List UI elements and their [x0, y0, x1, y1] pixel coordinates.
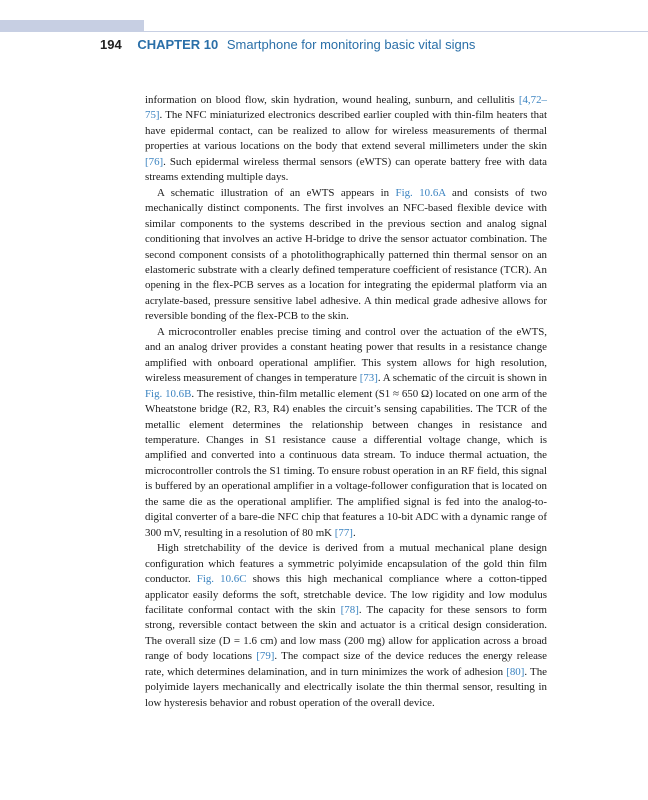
citation-link[interactable]: [76] — [145, 155, 164, 168]
text-run: shows this high mechanical compliance where a cotton-tipped applicator easily deforms the soft, stretchable device. The low rigidity and low modulus facilitate conformal contact with the skin — [145, 573, 547, 616]
running-header — [100, 36, 640, 54]
citation-link[interactable]: [4,72–75] — [145, 94, 547, 122]
paragraph-2 — [145, 186, 547, 325]
page-number: 194 — [100, 37, 122, 52]
text-run: High stretchability of the device is derived from a mutual mechanical plane design configuration which features a symmetric polyimide encapsulation of the gold thin film conductor. — [145, 542, 547, 586]
text-run: A microcontroller enables precise timing and control over the actuation of the eWTS, and an analog driver provides a constant heating power that results in a resistance change amplified with onboard operational amplifier. This system allows for high resolution, wireless measurement of changes in temperature — [145, 325, 547, 385]
text-run: A schematic illustration of an eWTS appears in — [157, 186, 396, 199]
header-rule — [144, 31, 648, 32]
citation-link[interactable]: [79] — [256, 650, 275, 663]
citation-link[interactable]: [77] — [334, 526, 353, 539]
text-run: . The capacity for these sensors to form strong, reversible contact between the skin and actuator is a critical design consideration. The overall size (D = 1.6 cm) and low mass (200 mg) allow for application across a broad range of body locations — [145, 603, 547, 663]
text-run: information on blood flow, skin hydration, wound healing, sunburn, and cellulitis — [145, 94, 519, 106]
citation-link[interactable]: [78] — [340, 603, 359, 616]
body-text — [145, 93, 547, 711]
citation-link[interactable]: Fig. 10.6A — [395, 186, 446, 199]
paragraph-4 — [145, 541, 547, 711]
text-run: . Such epidermal wireless thermal sensors (eWTS) can operate battery free with data streams extending multiple days. — [145, 155, 547, 184]
text-run: . The compact size of the device reduces the energy release rate, which determines delamination, and in turn minimizes the work of adhesion — [145, 650, 547, 678]
text-run: . — [352, 526, 356, 539]
citation-link[interactable]: [73] — [359, 372, 378, 385]
text-run: . The NFC miniaturized electronics described earlier coupled with thin-film heaters that have epidermal contact, can be realized to allow for wireless measurements of thermal properties at various locations on the body that extend several millimeters under the skin — [145, 109, 547, 153]
paragraph-1 — [145, 93, 547, 186]
chapter-title: Smartphone for monitoring basic vital signs — [226, 37, 476, 52]
text-run: . The polyimide layers mechanically and electrically isolate the thin thermal sensor, resulting in low hysteresis behavior and robust operation of the overall device. — [145, 665, 547, 709]
citation-link[interactable]: [80] — [506, 665, 525, 678]
chapter-label: CHAPTER 10 — [137, 37, 219, 52]
text-run: . The resistive, thin-film metallic element (S1 ≈ 650 Ω) located on one arm of the Wheatstone bridge (R2, R3, R4) enables the circuit’s sensing capabilities. The TCR of the metallic element determines the relationship between changes in resistance and temperature. Changes in S1 resistance cause a differential voltage change, which is amplified and converted into a continuous data stream. To induce thermal actuation, the microcontroller controls the S1 timing. To ensure robust operation in an RF field, this signal is buffered by an operational amplifier in a voltage-follower configuration that is located on the same die as the operational amplifier. The amplified signal is fed into the analog-to-digital converter of a bare-die NFC chip that features a 10-bit ADC with a dynamic range of 300 mV, resulting in a resolution of 80 mK — [145, 387, 548, 539]
paragraph-3 — [145, 325, 547, 541]
citation-link[interactable]: Fig. 10.6C — [196, 573, 247, 586]
text-run: . A schematic of the circuit is shown in — [377, 372, 548, 385]
text-run: and consists of two mechanically distinct components. The first involves an NFC-based flexible device with similar components to the systems described in the previous section and analog signal conditioning that involves an active H-bridge to drive the sensor actuator combination. The second component consists of a photolithographically patterned thin thermal sensor on an elastomeric substrate with a clearly defined temperature coefficient of resistance (TCR). An opening in the flex-PCB serves as a location for integrating the epidermal platform via an acrylate-based, pressure sensitive label adhesive. A thin medical grade adhesive allows for reversible bonding of the flex-PCB to the skin. — [145, 186, 547, 323]
citation-link[interactable]: Fig. 10.6B — [145, 387, 192, 400]
header-color-bar — [0, 20, 144, 32]
